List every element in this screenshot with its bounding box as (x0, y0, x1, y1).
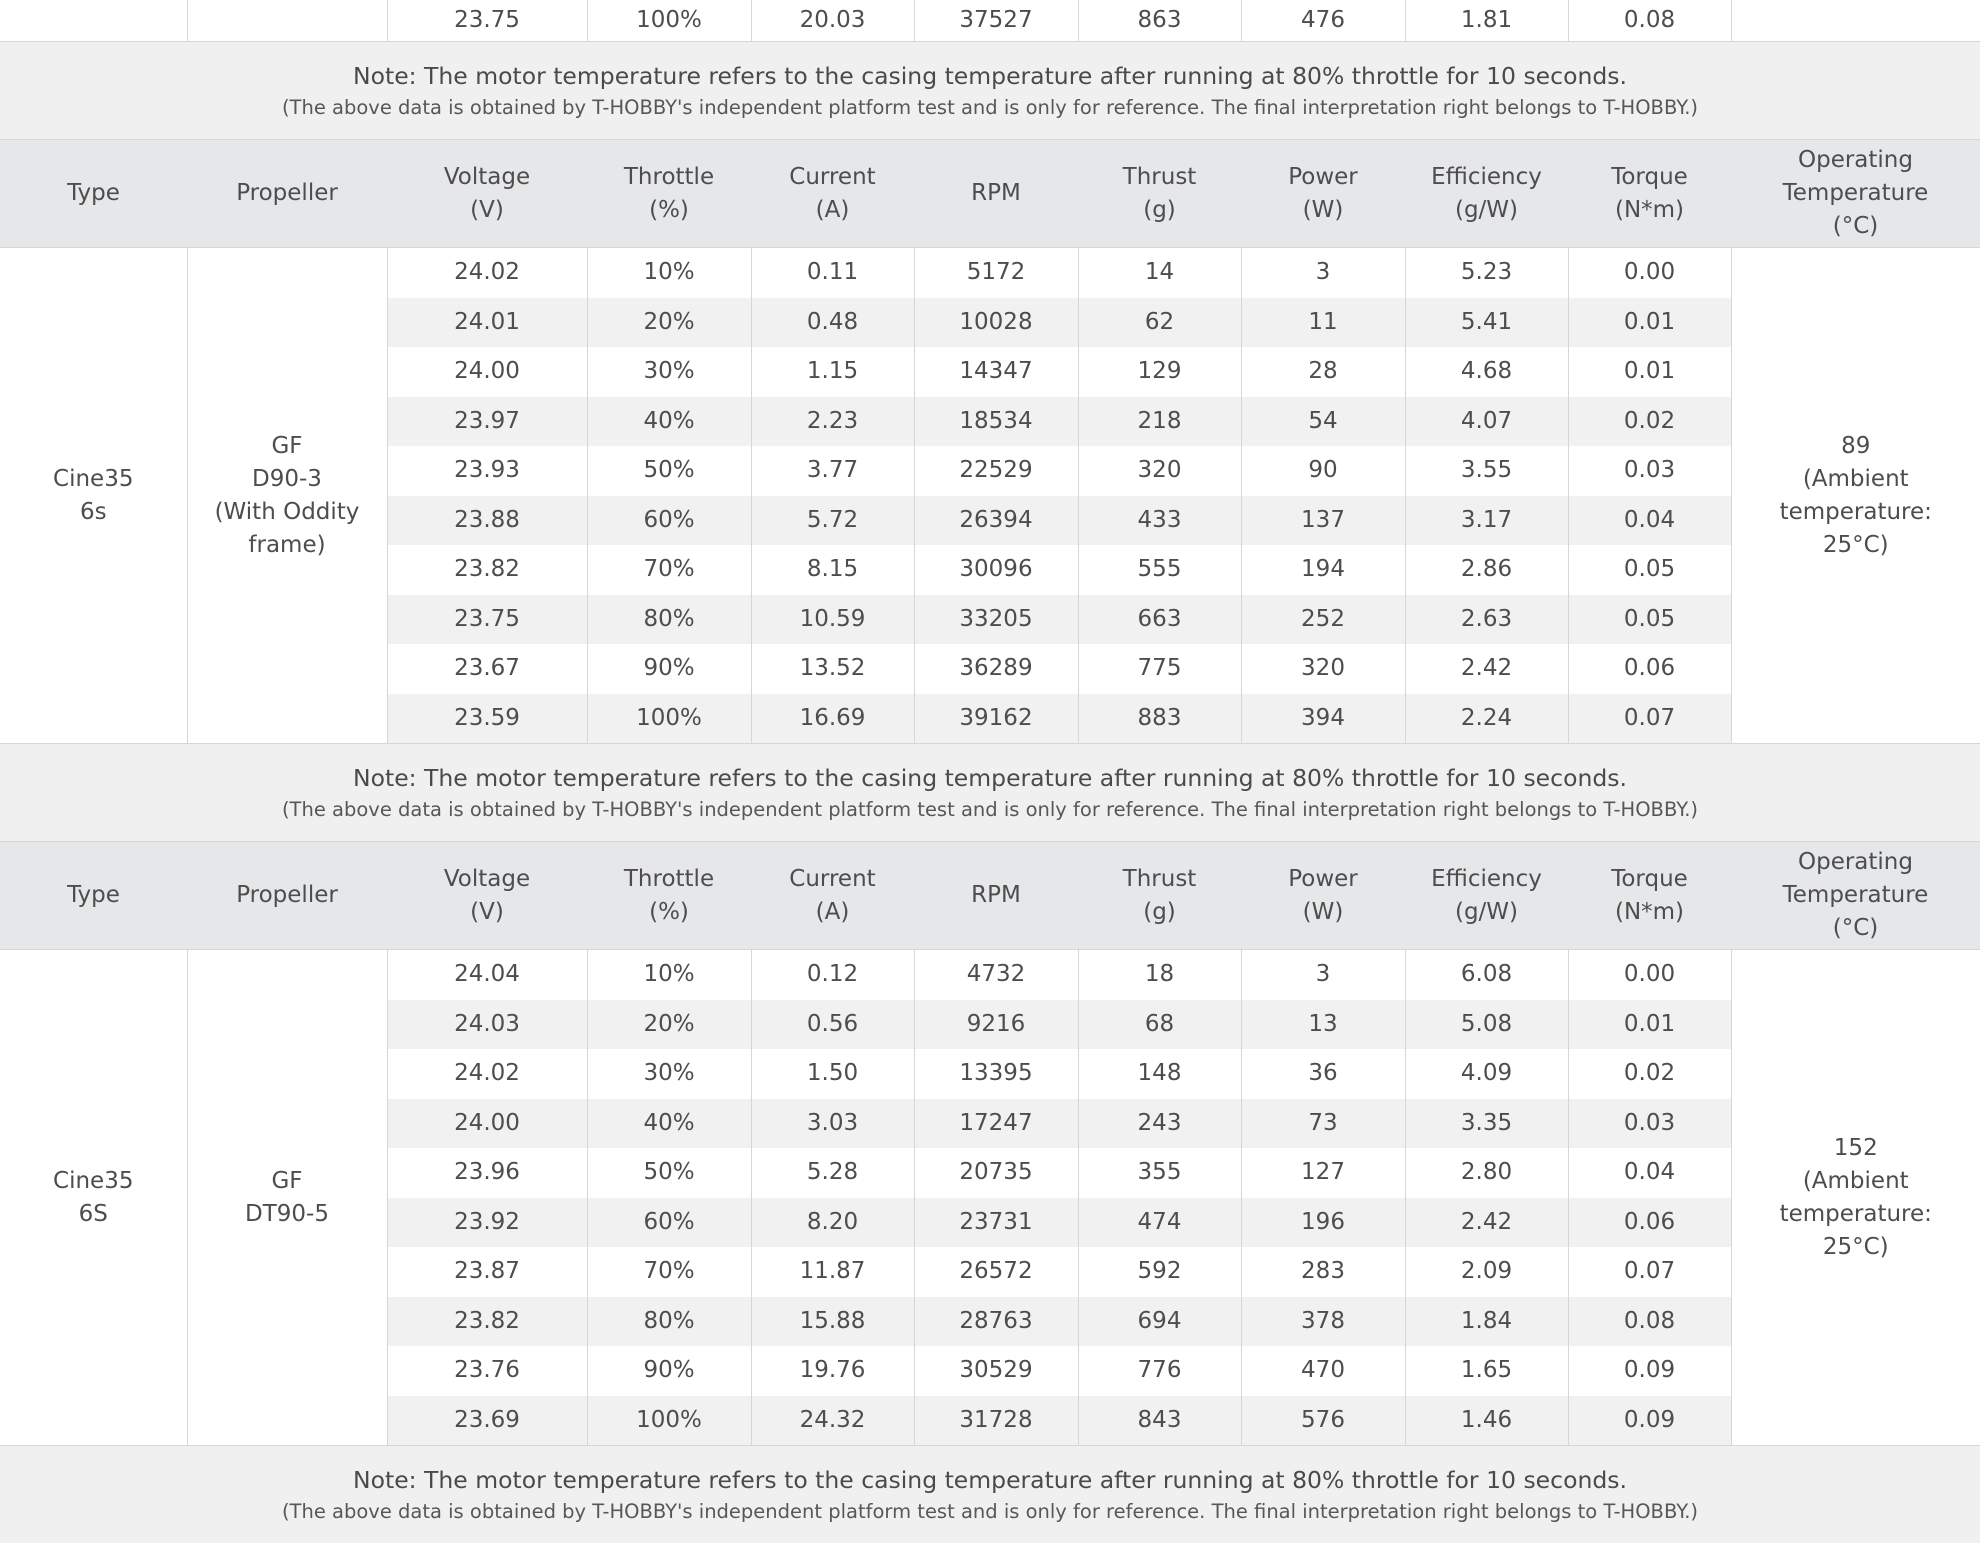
torque-cell: 0.03 (1568, 446, 1731, 496)
column-header-line: Propeller (187, 177, 387, 210)
column-header (1405, 140, 1568, 248)
current-cell: 8.15 (751, 545, 914, 595)
torque-cell: 0.04 (1568, 496, 1731, 546)
temperature-line: 89 (1732, 430, 1980, 463)
power-cell: 576 (1241, 1396, 1405, 1446)
torque-cell: 0.07 (1568, 1247, 1731, 1297)
efficiency-cell: 5.23 (1405, 248, 1568, 298)
voltage-cell: 23.59 (387, 694, 587, 744)
column-header-line: Voltage (387, 863, 587, 896)
efficiency-cell: 2.42 (1405, 644, 1568, 694)
rpm-cell: 9216 (914, 1000, 1078, 1050)
torque-cell: 0.01 (1568, 1000, 1731, 1050)
note-row (0, 744, 1980, 842)
torque-cell: 0.01 (1568, 298, 1731, 348)
power-cell: 137 (1241, 496, 1405, 546)
rpm-cell: 13395 (914, 1049, 1078, 1099)
current-cell: 0.12 (751, 950, 914, 1000)
column-header-line: (%) (587, 896, 751, 929)
thrust-cell: 148 (1078, 1049, 1241, 1099)
torque-cell: 0.02 (1568, 397, 1731, 447)
thrust-cell: 433 (1078, 496, 1241, 546)
efficiency-cell: 2.24 (1405, 694, 1568, 744)
note-disclaimer: (The above data is obtained by T-HOBBY's independent platform test and is only for reference. The final interpretation right belongs to T-HOBBY.) (0, 1497, 1980, 1527)
voltage-cell: 24.02 (387, 1049, 587, 1099)
thrust-cell: 62 (1078, 298, 1241, 348)
propeller-line: frame) (188, 529, 387, 562)
column-header-line: Operating (1731, 846, 1980, 879)
voltage-cell: 23.88 (387, 496, 587, 546)
power-cell: 196 (1241, 1198, 1405, 1248)
table-header-row (0, 842, 1980, 950)
column-header-line: Type (0, 879, 187, 912)
efficiency-cell: 5.41 (1405, 298, 1568, 348)
efficiency-cell: 1.46 (1405, 1396, 1568, 1446)
column-header-line: Efficiency (1405, 863, 1568, 896)
torque-cell: 0.09 (1568, 1396, 1731, 1446)
column-header-line: (%) (587, 194, 751, 227)
voltage-cell: 23.76 (387, 1346, 587, 1396)
power-cell: 470 (1241, 1346, 1405, 1396)
voltage-cell: 23.75 (387, 595, 587, 645)
table-row (0, 0, 1980, 42)
thrust-cell: 883 (1078, 694, 1241, 744)
column-header-line: Efficiency (1405, 161, 1568, 194)
throttle-cell: 30% (587, 1049, 751, 1099)
throttle-cell: 50% (587, 1148, 751, 1198)
power-cell: 476 (1241, 0, 1405, 42)
rpm-cell: 14347 (914, 347, 1078, 397)
column-header (1241, 140, 1405, 248)
thrust-cell: 474 (1078, 1198, 1241, 1248)
voltage-cell: 23.96 (387, 1148, 587, 1198)
column-header-line: (W) (1241, 194, 1405, 227)
column-header (1568, 140, 1731, 248)
table-header-row (0, 140, 1980, 248)
note-disclaimer: (The above data is obtained by T-HOBBY's independent platform test and is only for reference. The final interpretation right belongs to T-HOBBY.) (0, 795, 1980, 825)
column-header-line: (N*m) (1568, 194, 1731, 227)
torque-cell: 0.06 (1568, 644, 1731, 694)
efficiency-cell: 1.65 (1405, 1346, 1568, 1396)
rpm-cell: 23731 (914, 1198, 1078, 1248)
thrust-cell: 663 (1078, 595, 1241, 645)
current-cell: 0.11 (751, 248, 914, 298)
note-disclaimer: (The above data is obtained by T-HOBBY's independent platform test and is only for reference. The final interpretation right belongs to T-HOBBY.) (0, 93, 1980, 123)
column-header-line: (W) (1241, 896, 1405, 929)
efficiency-cell: 2.63 (1405, 595, 1568, 645)
current-cell: 3.03 (751, 1099, 914, 1149)
type-line: 6S (0, 1198, 187, 1231)
rpm-cell: 22529 (914, 446, 1078, 496)
column-header (187, 842, 387, 950)
column-header-line: (g) (1078, 896, 1241, 929)
voltage-cell: 23.97 (387, 397, 587, 447)
rpm-cell: 18534 (914, 397, 1078, 447)
column-header (751, 842, 914, 950)
thrust-cell: 243 (1078, 1099, 1241, 1149)
temperature-cell (1731, 0, 1980, 42)
current-cell: 1.15 (751, 347, 914, 397)
efficiency-cell: 6.08 (1405, 950, 1568, 1000)
torque-cell: 0.02 (1568, 1049, 1731, 1099)
column-header-line: (°C) (1731, 912, 1980, 945)
throttle-cell: 50% (587, 446, 751, 496)
note-cell (0, 42, 1980, 140)
throttle-cell: 40% (587, 397, 751, 447)
torque-cell: 0.05 (1568, 545, 1731, 595)
voltage-cell: 24.02 (387, 248, 587, 298)
power-cell: 36 (1241, 1049, 1405, 1099)
thrust-cell: 592 (1078, 1247, 1241, 1297)
efficiency-cell: 3.35 (1405, 1099, 1568, 1149)
current-cell: 0.56 (751, 1000, 914, 1050)
temperature-line: (Ambient (1732, 463, 1980, 496)
column-header (0, 842, 187, 950)
column-header-line: Throttle (587, 161, 751, 194)
column-header (587, 140, 751, 248)
power-cell: 378 (1241, 1297, 1405, 1347)
rpm-cell: 26394 (914, 496, 1078, 546)
thrust-cell: 775 (1078, 644, 1241, 694)
current-cell: 2.23 (751, 397, 914, 447)
power-cell: 127 (1241, 1148, 1405, 1198)
column-header (914, 842, 1078, 950)
torque-cell: 0.09 (1568, 1346, 1731, 1396)
column-header-line: Power (1241, 863, 1405, 896)
column-header-line: Power (1241, 161, 1405, 194)
voltage-cell: 23.92 (387, 1198, 587, 1248)
column-header (1568, 842, 1731, 950)
rpm-cell: 20735 (914, 1148, 1078, 1198)
column-header (914, 140, 1078, 248)
efficiency-cell: 3.17 (1405, 496, 1568, 546)
efficiency-cell: 2.42 (1405, 1198, 1568, 1248)
rpm-cell: 30529 (914, 1346, 1078, 1396)
torque-cell: 0.07 (1568, 694, 1731, 744)
column-header-line: (A) (751, 896, 914, 929)
power-cell: 252 (1241, 595, 1405, 645)
power-cell: 3 (1241, 248, 1405, 298)
torque-cell: 0.01 (1568, 347, 1731, 397)
current-cell: 0.48 (751, 298, 914, 348)
throttle-cell: 40% (587, 1099, 751, 1149)
column-header-line: RPM (914, 177, 1078, 210)
voltage-cell: 23.87 (387, 1247, 587, 1297)
propeller-cell (187, 0, 387, 42)
current-cell: 19.76 (751, 1346, 914, 1396)
rpm-cell: 10028 (914, 298, 1078, 348)
throttle-cell: 70% (587, 545, 751, 595)
column-header-line: (g) (1078, 194, 1241, 227)
note-cell (0, 1446, 1980, 1543)
power-cell: 394 (1241, 694, 1405, 744)
temperature-cell (1731, 248, 1980, 744)
propeller-line: GF (188, 1165, 387, 1198)
torque-cell: 0.00 (1568, 950, 1731, 1000)
power-cell: 194 (1241, 545, 1405, 595)
table-row (0, 248, 1980, 298)
table-row (0, 950, 1980, 1000)
rpm-cell: 17247 (914, 1099, 1078, 1149)
rpm-cell: 36289 (914, 644, 1078, 694)
torque-cell: 0.08 (1568, 0, 1731, 42)
column-header-line: Voltage (387, 161, 587, 194)
rpm-cell: 33205 (914, 595, 1078, 645)
voltage-cell: 23.69 (387, 1396, 587, 1446)
current-cell: 11.87 (751, 1247, 914, 1297)
column-header-line: Current (751, 161, 914, 194)
column-header-line: (g/W) (1405, 896, 1568, 929)
temperature-cell (1731, 950, 1980, 1446)
power-cell: 73 (1241, 1099, 1405, 1149)
note-text: Note: The motor temperature refers to the casing temperature after running at 80% throttle for 10 seconds. (0, 59, 1980, 93)
column-header-line: Temperature (1731, 177, 1980, 210)
torque-cell: 0.00 (1568, 248, 1731, 298)
throttle-cell: 100% (587, 1396, 751, 1446)
thrust-cell: 68 (1078, 1000, 1241, 1050)
rpm-cell: 4732 (914, 950, 1078, 1000)
thrust-cell: 218 (1078, 397, 1241, 447)
note-row (0, 1446, 1980, 1543)
propeller-line: DT90-5 (188, 1198, 387, 1231)
column-header-line: Propeller (187, 879, 387, 912)
note-cell (0, 744, 1980, 842)
column-header-line: Type (0, 177, 187, 210)
efficiency-cell: 3.55 (1405, 446, 1568, 496)
type-cell (0, 0, 187, 42)
column-header (1241, 842, 1405, 950)
current-cell: 16.69 (751, 694, 914, 744)
torque-cell: 0.08 (1568, 1297, 1731, 1347)
column-header (587, 842, 751, 950)
thrust-cell: 14 (1078, 248, 1241, 298)
propeller-line: D90-3 (188, 463, 387, 496)
current-cell: 15.88 (751, 1297, 914, 1347)
voltage-cell: 24.04 (387, 950, 587, 1000)
voltage-cell: 24.01 (387, 298, 587, 348)
efficiency-cell: 2.09 (1405, 1247, 1568, 1297)
current-cell: 5.72 (751, 496, 914, 546)
column-header (1078, 140, 1241, 248)
rpm-cell: 31728 (914, 1396, 1078, 1446)
column-header (187, 140, 387, 248)
column-header (387, 140, 587, 248)
column-header (1731, 140, 1980, 248)
type-line: 6s (0, 496, 187, 529)
efficiency-cell: 4.09 (1405, 1049, 1568, 1099)
throttle-cell: 80% (587, 1297, 751, 1347)
throttle-cell: 60% (587, 1198, 751, 1248)
propeller-cell (187, 950, 387, 1446)
rpm-cell: 26572 (914, 1247, 1078, 1297)
throttle-cell: 10% (587, 248, 751, 298)
throttle-cell: 20% (587, 298, 751, 348)
torque-cell: 0.04 (1568, 1148, 1731, 1198)
thrust-cell: 129 (1078, 347, 1241, 397)
rpm-cell: 37527 (914, 0, 1078, 42)
torque-cell: 0.03 (1568, 1099, 1731, 1149)
column-header-line: Thrust (1078, 161, 1241, 194)
torque-cell: 0.05 (1568, 595, 1731, 645)
current-cell: 10.59 (751, 595, 914, 645)
thrust-cell: 776 (1078, 1346, 1241, 1396)
voltage-cell: 23.67 (387, 644, 587, 694)
temperature-line: temperature: (1732, 1198, 1980, 1231)
column-header (1731, 842, 1980, 950)
column-header-line: Throttle (587, 863, 751, 896)
voltage-cell: 23.82 (387, 1297, 587, 1347)
efficiency-cell: 5.08 (1405, 1000, 1568, 1050)
thrust-cell: 863 (1078, 0, 1241, 42)
propeller-cell (187, 248, 387, 744)
efficiency-cell: 1.81 (1405, 0, 1568, 42)
throttle-cell: 100% (587, 0, 751, 42)
voltage-cell: 23.93 (387, 446, 587, 496)
power-cell: 3 (1241, 950, 1405, 1000)
column-header-line: Torque (1568, 863, 1731, 896)
temperature-line: 25°C) (1732, 1231, 1980, 1264)
current-cell: 24.32 (751, 1396, 914, 1446)
column-header (1078, 842, 1241, 950)
column-header-line: (N*m) (1568, 896, 1731, 929)
current-cell: 1.50 (751, 1049, 914, 1099)
column-header-line: (g/W) (1405, 194, 1568, 227)
note-row (0, 42, 1980, 140)
column-header (387, 842, 587, 950)
rpm-cell: 39162 (914, 694, 1078, 744)
throttle-cell: 60% (587, 496, 751, 546)
thrust-cell: 320 (1078, 446, 1241, 496)
thrust-cell: 555 (1078, 545, 1241, 595)
column-header-line: (°C) (1731, 210, 1980, 243)
thrust-cell: 694 (1078, 1297, 1241, 1347)
rpm-cell: 28763 (914, 1297, 1078, 1347)
voltage-cell: 24.00 (387, 347, 587, 397)
temperature-line: temperature: (1732, 496, 1980, 529)
voltage-cell: 24.03 (387, 1000, 587, 1050)
column-header-line: (V) (387, 194, 587, 227)
rpm-cell: 5172 (914, 248, 1078, 298)
current-cell: 3.77 (751, 446, 914, 496)
throttle-cell: 90% (587, 1346, 751, 1396)
power-cell: 320 (1241, 644, 1405, 694)
thrust-cell: 843 (1078, 1396, 1241, 1446)
temperature-line: (Ambient (1732, 1165, 1980, 1198)
current-cell: 8.20 (751, 1198, 914, 1248)
power-cell: 90 (1241, 446, 1405, 496)
temperature-line: 152 (1732, 1132, 1980, 1165)
voltage-cell: 23.82 (387, 545, 587, 595)
type-line: Cine35 (0, 1165, 187, 1198)
temperature-line: 25°C) (1732, 529, 1980, 562)
throttle-cell: 20% (587, 1000, 751, 1050)
throttle-cell: 90% (587, 644, 751, 694)
rpm-cell: 30096 (914, 545, 1078, 595)
column-header (0, 140, 187, 248)
power-cell: 54 (1241, 397, 1405, 447)
power-cell: 13 (1241, 1000, 1405, 1050)
efficiency-cell: 2.80 (1405, 1148, 1568, 1198)
column-header (1405, 842, 1568, 950)
efficiency-cell: 2.86 (1405, 545, 1568, 595)
throttle-cell: 100% (587, 694, 751, 744)
power-cell: 11 (1241, 298, 1405, 348)
type-cell (0, 950, 187, 1446)
current-cell: 5.28 (751, 1148, 914, 1198)
thrust-cell: 18 (1078, 950, 1241, 1000)
thrust-cell: 355 (1078, 1148, 1241, 1198)
propeller-line: GF (188, 430, 387, 463)
efficiency-cell: 1.84 (1405, 1297, 1568, 1347)
column-header-line: Thrust (1078, 863, 1241, 896)
torque-cell: 0.06 (1568, 1198, 1731, 1248)
note-text: Note: The motor temperature refers to the casing temperature after running at 80% throttle for 10 seconds. (0, 761, 1980, 795)
throttle-cell: 70% (587, 1247, 751, 1297)
column-header-line: Torque (1568, 161, 1731, 194)
voltage-cell: 23.75 (387, 0, 587, 42)
propeller-line: (With Oddity (188, 496, 387, 529)
throttle-cell: 30% (587, 347, 751, 397)
column-header-line: RPM (914, 879, 1078, 912)
power-cell: 28 (1241, 347, 1405, 397)
throttle-cell: 10% (587, 950, 751, 1000)
current-cell: 13.52 (751, 644, 914, 694)
voltage-cell: 24.00 (387, 1099, 587, 1149)
type-line: Cine35 (0, 463, 187, 496)
efficiency-cell: 4.07 (1405, 397, 1568, 447)
current-cell: 20.03 (751, 0, 914, 42)
throttle-cell: 80% (587, 595, 751, 645)
column-header (751, 140, 914, 248)
column-header-line: Temperature (1731, 879, 1980, 912)
note-text: Note: The motor temperature refers to the casing temperature after running at 80% throttle for 10 seconds. (0, 1463, 1980, 1497)
type-cell (0, 248, 187, 744)
column-header-line: (V) (387, 896, 587, 929)
efficiency-cell: 4.68 (1405, 347, 1568, 397)
column-header-line: Current (751, 863, 914, 896)
column-header-line: (A) (751, 194, 914, 227)
column-header-line: Operating (1731, 144, 1980, 177)
power-cell: 283 (1241, 1247, 1405, 1297)
